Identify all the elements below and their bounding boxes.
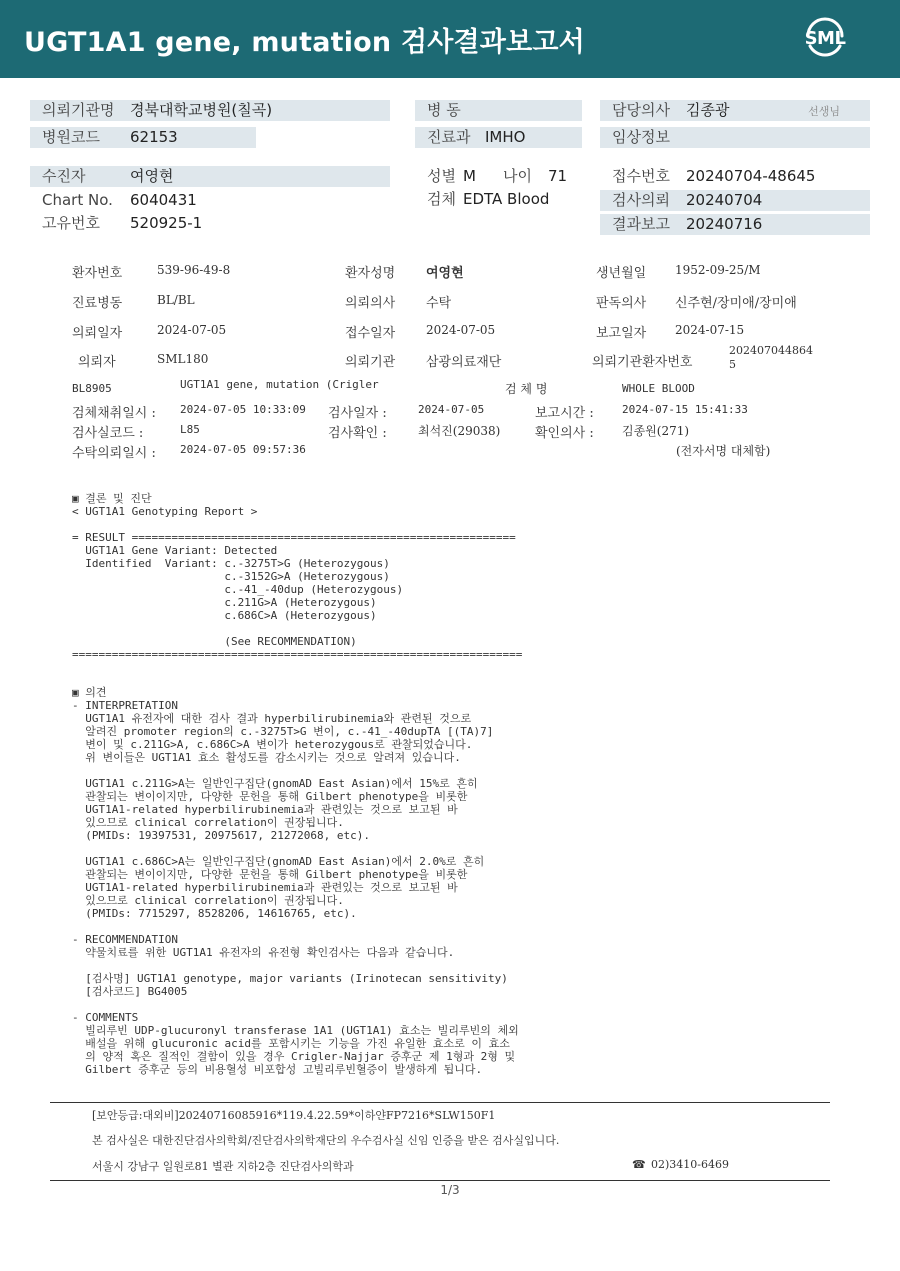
dept-value: IMHO	[485, 128, 526, 146]
confirm-value: 최석진(29038)	[418, 424, 501, 438]
detail-ward-label: 진료병동	[72, 296, 123, 311]
age-label: 나이	[503, 167, 532, 185]
req-doctor-value: 수탁	[426, 296, 452, 311]
specimen-field	[415, 189, 585, 210]
consign-value: 2024-07-05 09:57:36	[180, 443, 306, 456]
reader-value: 신주현/장미애/장미애	[675, 296, 797, 311]
patient-value: 여영현	[130, 167, 174, 185]
sml-logo	[800, 14, 850, 64]
footer-top-rule	[50, 1102, 830, 1103]
consign-label: 수탁의뢰일시 :	[72, 446, 156, 461]
confirm-label: 검사확인 :	[328, 426, 387, 441]
sex-label: 성별	[427, 167, 456, 185]
test-code: BL8905	[72, 382, 112, 395]
hospital-code-field	[30, 127, 256, 148]
req-org-patient-value-2: 5	[729, 358, 736, 371]
collect-value: 2024-07-05 10:33:09	[180, 403, 306, 416]
hospital-code-value: 62153	[130, 128, 178, 146]
result-value: 20240716	[686, 215, 763, 233]
exam-date-value: 2024-07-05	[418, 403, 485, 416]
report-time-value: 2024-07-15 15:41:33	[622, 403, 748, 416]
req-org-patient-label: 의뢰기관환자번호	[592, 355, 693, 370]
patient-field	[30, 166, 390, 187]
req-doctor-label: 의뢰의사	[345, 296, 396, 311]
clinical-label: 임상정보	[612, 128, 670, 146]
specimen-label: 검체	[427, 190, 456, 208]
result-label: 결과보고	[612, 215, 670, 233]
requester-label: 의뢰자	[78, 355, 116, 370]
chart-field	[30, 190, 390, 211]
doctor-label: 담당의사	[612, 101, 670, 119]
requester-value: SML180	[157, 352, 209, 366]
recv-date-label: 접수일자	[345, 326, 396, 341]
unique-value: 520925-1	[130, 214, 203, 232]
security-line: [보안등급:대외비]20240716085916*119.4.22.59*이하얀FP7216*SLW150F1	[92, 1109, 496, 1122]
req-org-label: 의뢰기관	[345, 355, 396, 370]
detail-ward-value: BL/BL	[157, 293, 195, 307]
certification-line: 본 검사실은 대한진단검사의학회/진단검사의학재단의 우수검사실 신임 인증을 받은 검사실입니다.	[92, 1134, 560, 1147]
confirm-doc-value: 김종원(271)	[622, 424, 690, 438]
birth-label: 생년월일	[596, 266, 647, 281]
patient-name-label: 환자성명	[345, 266, 396, 281]
test-name: UGT1A1 gene, mutation (Crigler	[180, 378, 379, 391]
hospital-field	[30, 100, 390, 121]
report-date-label: 보고일자	[596, 326, 647, 341]
request-value: 20240704	[686, 191, 763, 209]
sex-value: M	[463, 167, 476, 185]
page-number: 1/3	[440, 1183, 460, 1197]
patient-no-value: 539-96-49-8	[157, 263, 231, 277]
patient-no-label: 환자번호	[72, 266, 123, 281]
age-value: 71	[548, 167, 568, 185]
req-org-value: 삼광의료재단	[426, 355, 502, 370]
hospital-value: 경북대학교병원(칠곡)	[130, 101, 273, 119]
phone-number: 02)3410-6469	[651, 1158, 729, 1171]
recv-date-value: 2024-07-05	[426, 323, 496, 337]
logo-text: SML	[804, 28, 846, 49]
exam-date-label: 검사일자 :	[328, 406, 387, 421]
confirm-doc-label: 확인의사 :	[535, 426, 594, 441]
hospital-code-label: 병원코드	[42, 128, 100, 146]
receipt-label: 접수번호	[612, 167, 670, 185]
birth-value: 1952-09-25/M	[675, 263, 761, 277]
result-field	[600, 214, 870, 235]
dept-field	[415, 127, 582, 148]
request-field	[600, 190, 870, 211]
esign-note: (전자서명 대체함)	[676, 444, 771, 458]
report-title: UGT1A1 gene, mutation 검사결과보고서	[24, 27, 585, 58]
dept-label: 진료과	[427, 128, 471, 146]
sex-age-field	[415, 166, 585, 187]
request-label: 검사의뢰	[612, 191, 670, 209]
collect-label: 검체채취일시 :	[72, 406, 156, 421]
test-specimen-label: 검 체 명	[505, 382, 548, 396]
ward-field	[415, 100, 582, 121]
req-org-patient-value-1: 202407044864	[729, 344, 813, 357]
clinical-field	[600, 127, 870, 148]
room-label: 검사실코드 :	[72, 426, 144, 441]
hospital-label: 의뢰기관명	[42, 101, 115, 119]
patient-name-value: 여영현	[426, 266, 464, 281]
chart-value: 6040431	[130, 191, 197, 209]
footer-bottom-rule	[50, 1180, 830, 1181]
req-date-value: 2024-07-05	[157, 323, 227, 337]
specimen-value: EDTA Blood	[463, 190, 550, 208]
phone-icon: ☎	[632, 1158, 646, 1171]
patient-label: 수진자	[42, 167, 86, 185]
req-date-label: 의뢰일자	[72, 326, 123, 341]
test-specimen-value: WHOLE BLOOD	[622, 382, 695, 395]
chart-label: Chart No.	[42, 191, 113, 209]
receipt-value: 20240704-48645	[686, 167, 816, 185]
opinion-section: ▣ 의견 - INTERPRETATION UGT1A1 유전자에 대한 검사 결과 hyperbilirubinemia와 관련된 것으로 알려진 promoter region의 c.-3275T>G 변이, c.-41_-40dupTA [(TA)7] 변이 및 c.211G>A, c.686C>A 변이가 heterozygous로 관찰되었습니다. 위 변이들은 UGT1A1 효소 활성도를 감소시키는 것으로 알려져 있습니다. UGT1A1 c.211G>A는 일반인구집단(gnomAD East Asian)에서 15%로 흔히 관찰되는 변이이지만, 다양한 문헌을 통해 Gilbert phenotype을 비롯한 UGT1A1-related hyperbilirubinemia과 관련있는 것으로 보고된 바 있으므로 clinical correlation이 권장됩니다. (PMIDs: 19397531, 20975617, 21272068, etc). UGT1A1 c.686C>A는 일반인구집단(gnomAD East Asian)에서 2.0%로 흔히 관찰되는 변이이지만, 다양한 문헌을 통해 Gilbert phenotype을 비롯한 UGT1A1-related hyperbilirubinemia과 관련있는 것으로 보고된 바 있으므로 clinical correlation이 권장됩니다. (PMIDs: 7715297, 8528206, 14616765, etc). - RECOMMENDATION 약물치료를 위한 UGT1A1 유전자의 유전형 확인검사는 다음과 같습니다. [검사명] UGT1A1 genotype, major variants (Irinotecan sensitivity) [검사코드] BG4005 - COMMENTS 빌리루빈 UDP-glucuronyl transferase 1A1 (UGT1A1) 효소는 빌리루빈의 체외 배설을 위해 glucuronic acid를 포함시키는 기능을 가진 유일한 효소로 이 효소 의 양적 혹은 질적인 결함이 있을 경우 Crigler-Najjar 증후군 제 1형과 2형 및 Gilbert 증후군 등의 비용혈성 비포합성 고빌리루빈혈증이 발생하게 됩니다.	[72, 686, 519, 1076]
ward-label: 병 동	[427, 101, 461, 119]
report-time-label: 보고시간 :	[535, 406, 594, 421]
unique-label: 고유번호	[42, 214, 100, 232]
receipt-field	[600, 166, 870, 187]
room-value: L85	[180, 423, 200, 436]
report-date-value: 2024-07-15	[675, 323, 745, 337]
unique-field	[30, 213, 390, 234]
doctor-value: 김종광	[686, 101, 730, 119]
result-section: ▣ 결론 및 진단 < UGT1A1 Genotyping Report > = RESULT ========================================================== UGT1A1 Gene Variant: Detected Identified Variant: c.-3275T>G (Heterozygous) c.-3152G>A (Heterozygous) c.-41_-40dup (Heterozygous) c.211G>A (Heterozygous) c.686C>A (Heterozygous) (See RECOMMENDATION) ====================================================================	[72, 492, 523, 661]
report-header	[0, 0, 900, 78]
doctor-suffix: 선생님	[808, 105, 840, 118]
address-line: 서울시 강남구 일원로81 별관 지하2층 진단검사의학과	[92, 1160, 354, 1173]
reader-label: 판독의사	[596, 296, 647, 311]
doctor-field	[600, 100, 870, 121]
